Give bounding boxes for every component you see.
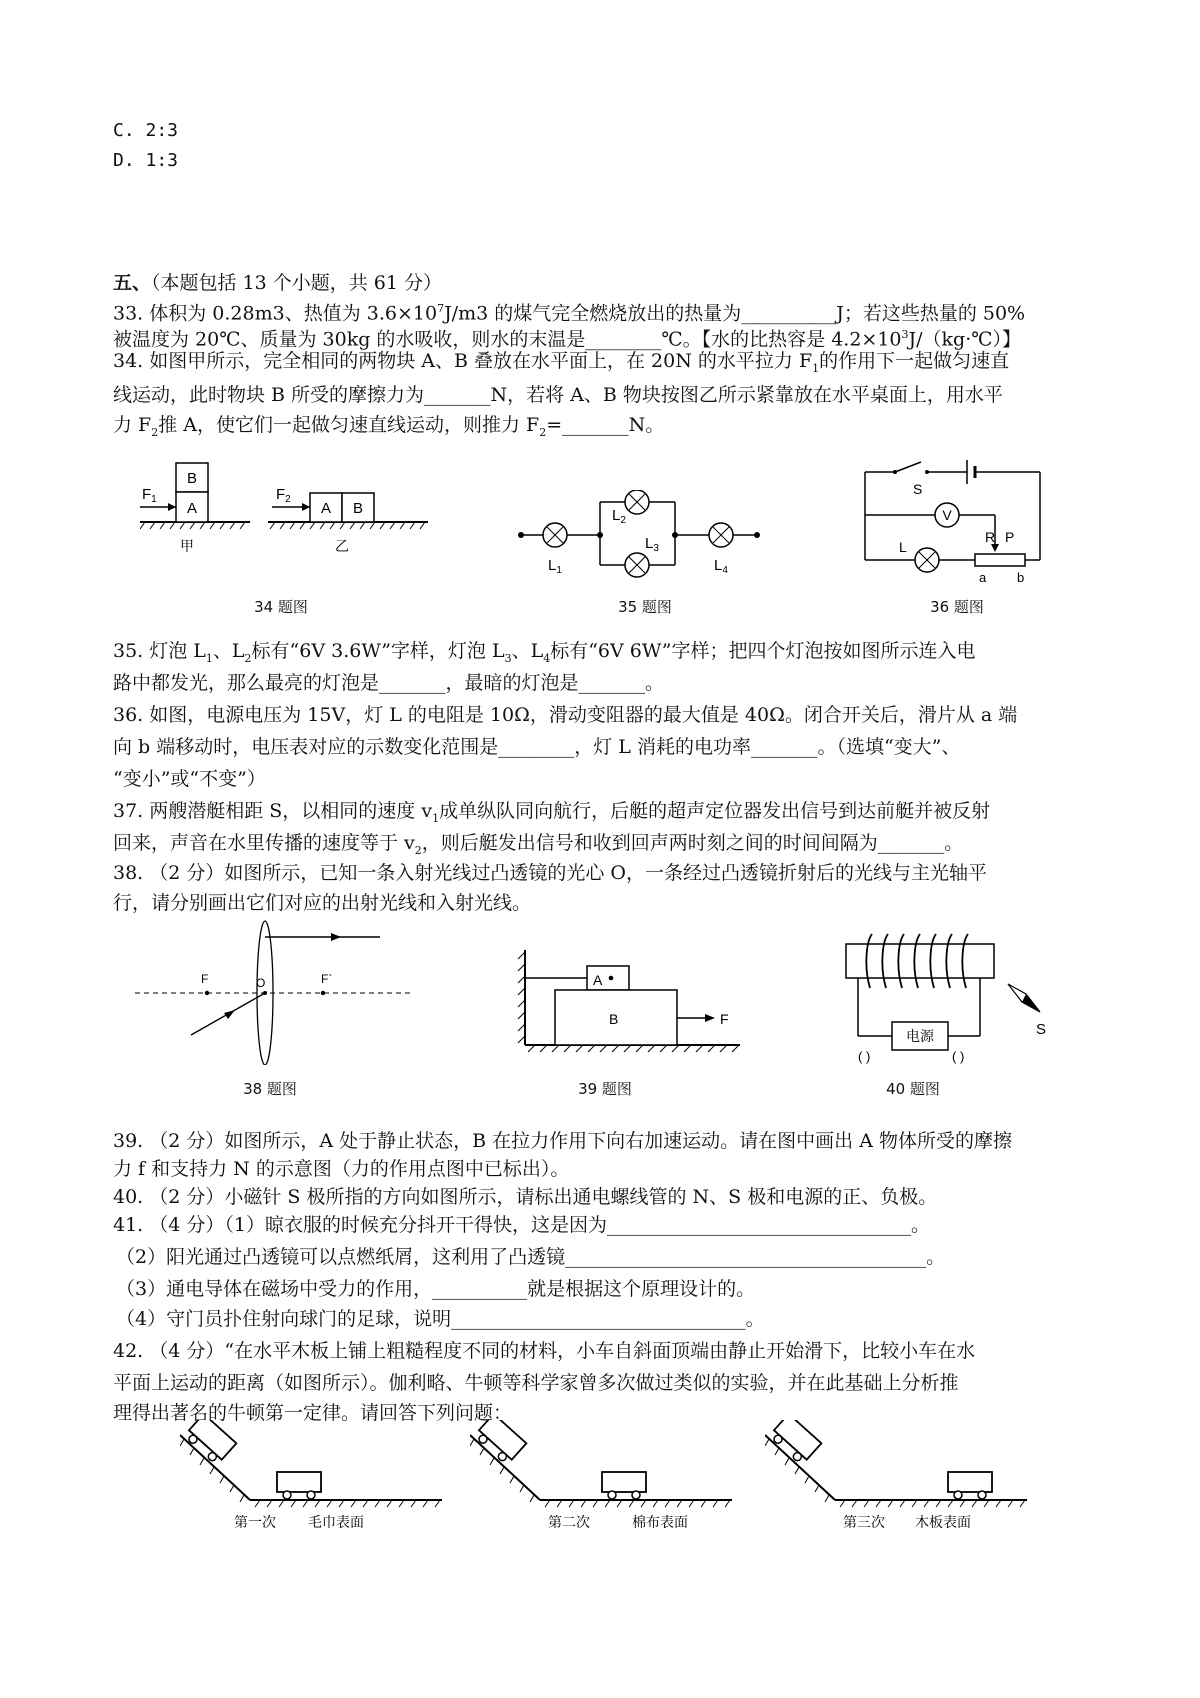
svg-text:P: P [1005, 529, 1015, 545]
figure-35 [515, 490, 765, 580]
figure-42-panel-3 [765, 1420, 1035, 1530]
q36-line3: “变小”或“不变”） [113, 768, 266, 790]
figure-38 [135, 915, 415, 1065]
q34-line3: 力 $F_2$推 A，使它们一起做匀速直线运动，则推力 $F_2=\_\_\_\_\_\_\_N$。 [113, 414, 665, 439]
svg-text:第二次: 第二次 [548, 1514, 590, 1530]
cart-on-surface [277, 1472, 321, 1499]
svg-text:L4: $L_4$ [714, 557, 728, 576]
q38-line1: 38. （2 分）如图所示，已知一条入射光线过凸透镜的光心 O，一条经过凸透镜折射后的光线与主光轴平 [113, 862, 988, 884]
q40-line1: 40. （2 分）小磁针 S 极所指的方向如图所示，请标出通电螺线管的 N、S 极和电源的正、负极。 [113, 1186, 938, 1208]
q42-line1: 42. （4 分）“在水平木板上铺上粗糙程度不同的材料，小车自斜面顶端由静止开始滑下，比较小车在水 [113, 1340, 976, 1362]
q41-line3: （3）通电导体在磁场中受力的作用，__________就是根据这个原理设计的。 [116, 1278, 756, 1300]
figure-42-panel-1 [180, 1420, 450, 1530]
svg-text:F2: $F_2$ [276, 486, 291, 505]
figure-36-caption: 36 题图 [930, 598, 984, 616]
svg-text:a: a [979, 570, 987, 585]
q33-line2: 被温度为 20℃、质量为 30kg 的水吸收，则水的末温是________℃。【水的比热容是 $4.2\times 10^3J/(kg\cdot℃)$】 [113, 328, 1022, 351]
switch-s [895, 462, 921, 472]
q36-line2: 向 b 端移动时，电压表对应的示数变化范围是________，灯 L 消耗的电功率_______。（选填“变大”、 [113, 736, 961, 758]
figure-36 [855, 460, 1055, 590]
svg-text:B: B [609, 1011, 619, 1027]
svg-text:棉布表面: 棉布表面 [632, 1514, 688, 1530]
figure-42-panel-2 [470, 1420, 740, 1530]
svg-text:b: b [1017, 570, 1025, 585]
svg-text:A: A [593, 972, 603, 988]
svg-text:L2: $L_2$ [612, 507, 626, 526]
svg-text:R: R [985, 529, 996, 545]
svg-text:F: F [201, 972, 209, 986]
svg-text:甲: 甲 [180, 538, 194, 554]
q34-line2: 线运动，此时物块 B 所受的摩擦力为_______N，若将 A、B 物块按图乙所示紧靠放在水平桌面上，用水平 [113, 384, 1003, 406]
q33-line1: 33. 体积为 0.28m3、热值为 $3.6\times 10^7J/m3$ 的煤气完全燃烧放出的热量为__________J；若这些热量的 50% [113, 302, 1026, 325]
q41-line4: （4）守门员扑住射向球门的足球，说明_______________________________。 [116, 1308, 765, 1330]
svg-text:第三次: 第三次 [843, 1514, 885, 1530]
q34-line1: 34. 如图甲所示，完全相同的两物块 A、B 叠放在水平面上，在 20N 的水平拉力 $F_1$的作用下一起做匀速直 [113, 350, 1010, 375]
figure-40 [840, 928, 1070, 1068]
q38-line2: 行，请分别画出它们对应的出射光线和入射光线。 [113, 892, 532, 914]
q35-line2: 路中都发光，那么最亮的灯泡是_______，最暗的灯泡是_______。 [113, 672, 665, 694]
svg-text:A: A [320, 500, 332, 517]
solenoid-core [846, 944, 994, 978]
figure-38-caption: 38 题图 [243, 1080, 297, 1098]
q37-line2: 回来，声音在水里传播的速度等于 $v_2$，则后艇发出信号和收到回声两时刻之间的时间间隔为_______。 [113, 832, 964, 857]
svg-text:O: O [256, 976, 266, 990]
svg-text:木板表面: 木板表面 [915, 1514, 971, 1530]
svg-text:电源: 电源 [906, 1028, 934, 1044]
section-heading [113, 270, 442, 296]
svg-text:F1: $F_1$ [142, 486, 157, 505]
svg-text:L1: $L_1$ [548, 557, 562, 576]
figure-35-caption: 35 题图 [618, 598, 672, 616]
q37-line1: 37. 两艘潜艇相距 S，以相同的速度 $v_1$成单纵队同向航行，后艇的超声定位器发出信号到达前艇并被反射 [113, 800, 991, 825]
figure-34-caption: 34 题图 [254, 598, 308, 616]
q35-line1: 35. 灯泡 $L_1$、$L_2$标有“6V 3.6W”字样，灯泡 $L_3$、$L_4$标有“6V 6W”字样；把四个灯泡按如图所示连入电 [113, 640, 976, 665]
cart-on-surface [602, 1472, 646, 1499]
svg-text:F`: F` [321, 972, 333, 986]
q39-line2: 力 f 和支持力 N 的示意图（力的作用点图中已标出）。 [113, 1158, 570, 1180]
q39-line1: 39. （2 分）如图所示，A 处于静止状态，B 在拉力作用下向右加速运动。请在图中画出 A 物体所受的摩擦 [113, 1130, 1012, 1152]
figure-39 [515, 940, 745, 1060]
svg-text:L: L [899, 539, 907, 555]
section-number: 五、 [113, 272, 152, 294]
q36-line1: 36. 如图，电源电压为 15V，灯 L 的电阻是 10Ω，滑动变阻器的最大值是 40Ω。闭合开关后，滑片从 a 端 [113, 704, 1018, 726]
figure-40-caption: 40 题图 [886, 1080, 940, 1098]
q41-line2: （2）阳光通过凸透镜可以点燃纸屑，这利用了凸透镜______________________________________。 [116, 1246, 946, 1268]
svg-text:( ): ( ) [858, 1049, 871, 1064]
cart-on-slope [769, 1420, 822, 1466]
svg-text:毛巾表面: 毛巾表面 [308, 1514, 364, 1530]
figure-39-caption: 39 题图 [578, 1080, 632, 1098]
svg-text:S: S [1036, 1021, 1047, 1038]
svg-text:L3: $L_3$ [645, 535, 659, 554]
svg-text:B: B [186, 470, 198, 487]
q42-line3: 理得出著名的牛顿第一定律。请回答下列问题： [113, 1402, 513, 1424]
cart-on-surface [948, 1472, 992, 1499]
section-description: （本题包括 13 个小题，共 61 分） [151, 272, 443, 294]
cart-on-slope [184, 1420, 237, 1466]
svg-text:( ): ( ) [952, 1049, 965, 1064]
option-c: C. 2:3 [113, 120, 179, 141]
svg-text:第一次: 第一次 [234, 1514, 276, 1530]
cart-on-slope [474, 1420, 527, 1466]
svg-text:A: A [186, 500, 198, 517]
rheostat [975, 554, 1025, 566]
svg-text:乙: 乙 [335, 538, 349, 554]
q41-line1: 41. （4 分）（1）晾衣服的时候充分抖开干得快，这是因为________________________________。 [113, 1214, 930, 1236]
svg-text:S: S [913, 481, 923, 497]
q42-line2: 平面上运动的距离（如图所示）。伽利略、牛顿等科学家曾多次做过类似的实验，并在此基础上分析推 [113, 1372, 959, 1394]
svg-text:V: V [942, 507, 952, 523]
figure-34 [140, 455, 430, 555]
svg-text:B: B [352, 500, 364, 517]
svg-text:F: F [720, 1011, 729, 1027]
option-d: D. 1:3 [113, 150, 179, 171]
